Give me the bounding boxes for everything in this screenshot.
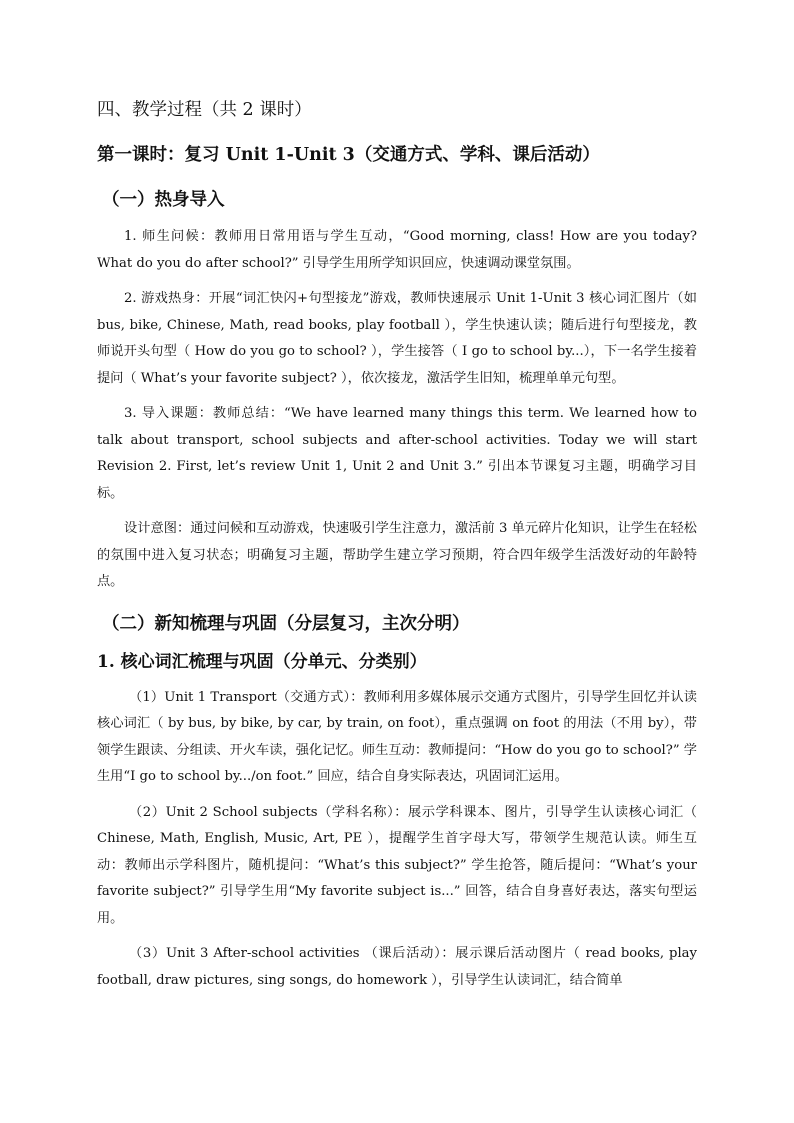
section1-title: （一）热身导入	[102, 190, 225, 210]
design-intent-paragraph: 设计意图：通过问候和互动游戏，快速吸引学生注意力，激活前 3 单元碎片化知识，让学生在轻松的氛围中进入复习状态；明确复习主题，帮助学生建立学习预期，符合四年级学生活泼好动的年龄特点。	[97, 521, 697, 589]
section1-paragraph: 1. 师生问候：教师用日常用语与学生互动，“Good morning, class! How are you today? What do you do after school?” 引导学生用所学知识回应，快速调动课堂氛围。	[97, 229, 697, 271]
subsection1-paragraph: （1）Unit 1 Transport（交通方式）：教师利用多媒体展示交通方式图片，引导学生回忆并认读核心词汇（ by bus, by bike, by car, by train, on foot），重点强调 on foot 的用法（不用 by），带领学生跟读、分组读、开火车读，强化记忆。师生互动：教师提问：“How do you go to school?” 学生用“I go to school by.../on foot.” 回应，结合自身实际表达，巩固词汇运用。	[97, 689, 697, 784]
section1-paragraph: 2. 游戏热身：开展“词汇快闪+句型接龙”游戏，教师快速展示 Unit 1-Unit 3 核心词汇图片（如 bus, bike, Chinese, Math, read books, play football ），学生快速认读；随后进行句型接龙，教师说开头句型（ How do you go to school? ），学生接答（ I go to school by...），下一名学生接着提问（ What’s your favorite subject? ），依次接龙，激活学生旧知，梳理单单元句型。	[97, 291, 697, 386]
subsection1-paragraph: （2）Unit 2 School subjects（学科名称）：展示学科课本、图片，引导学生认读核心词汇（ Chinese, Math, English, Music, Art, PE ），提醒学生首字母大写，带领学生规范认读。师生互动：教师出示学科图片，随机提问：“What’s this subject?” 学生抢答，随后提问：“What’s your favorite subject?” 引导学生用“My favorite subject is...” 回答，结合自身喜好表达，落实句型运用。	[97, 804, 697, 926]
subsection1-paragraph: （3）Unit 3 After-school activities （课后活动）：展示课后活动图片（ read books, play football, draw pictures, sing songs, do homework ），引导学生认读词汇，结合简单	[97, 946, 697, 988]
subsection1-title: 1. 核心词汇梳理与巩固（分单元、分类别）	[97, 651, 427, 672]
section2-title: （二）新知梳理与巩固（分层复习，主次分明）	[102, 613, 470, 634]
lesson1-title: 第一课时：复习 Unit 1-Unit 3（交通方式、学科、课后活动）	[97, 145, 600, 165]
main-heading: 四、教学过程（共 2 课时）	[97, 100, 312, 120]
section1-paragraph: 3. 导入课题：教师总结：“We have learned many things this term. We learned how to talk about transport, school subjects and after-school activities. Today we will start Revision 2. First, let’s review Unit 1, Unit 2 and Unit 3.” 引出本节课复习主题，明确学习目标。	[97, 406, 697, 501]
